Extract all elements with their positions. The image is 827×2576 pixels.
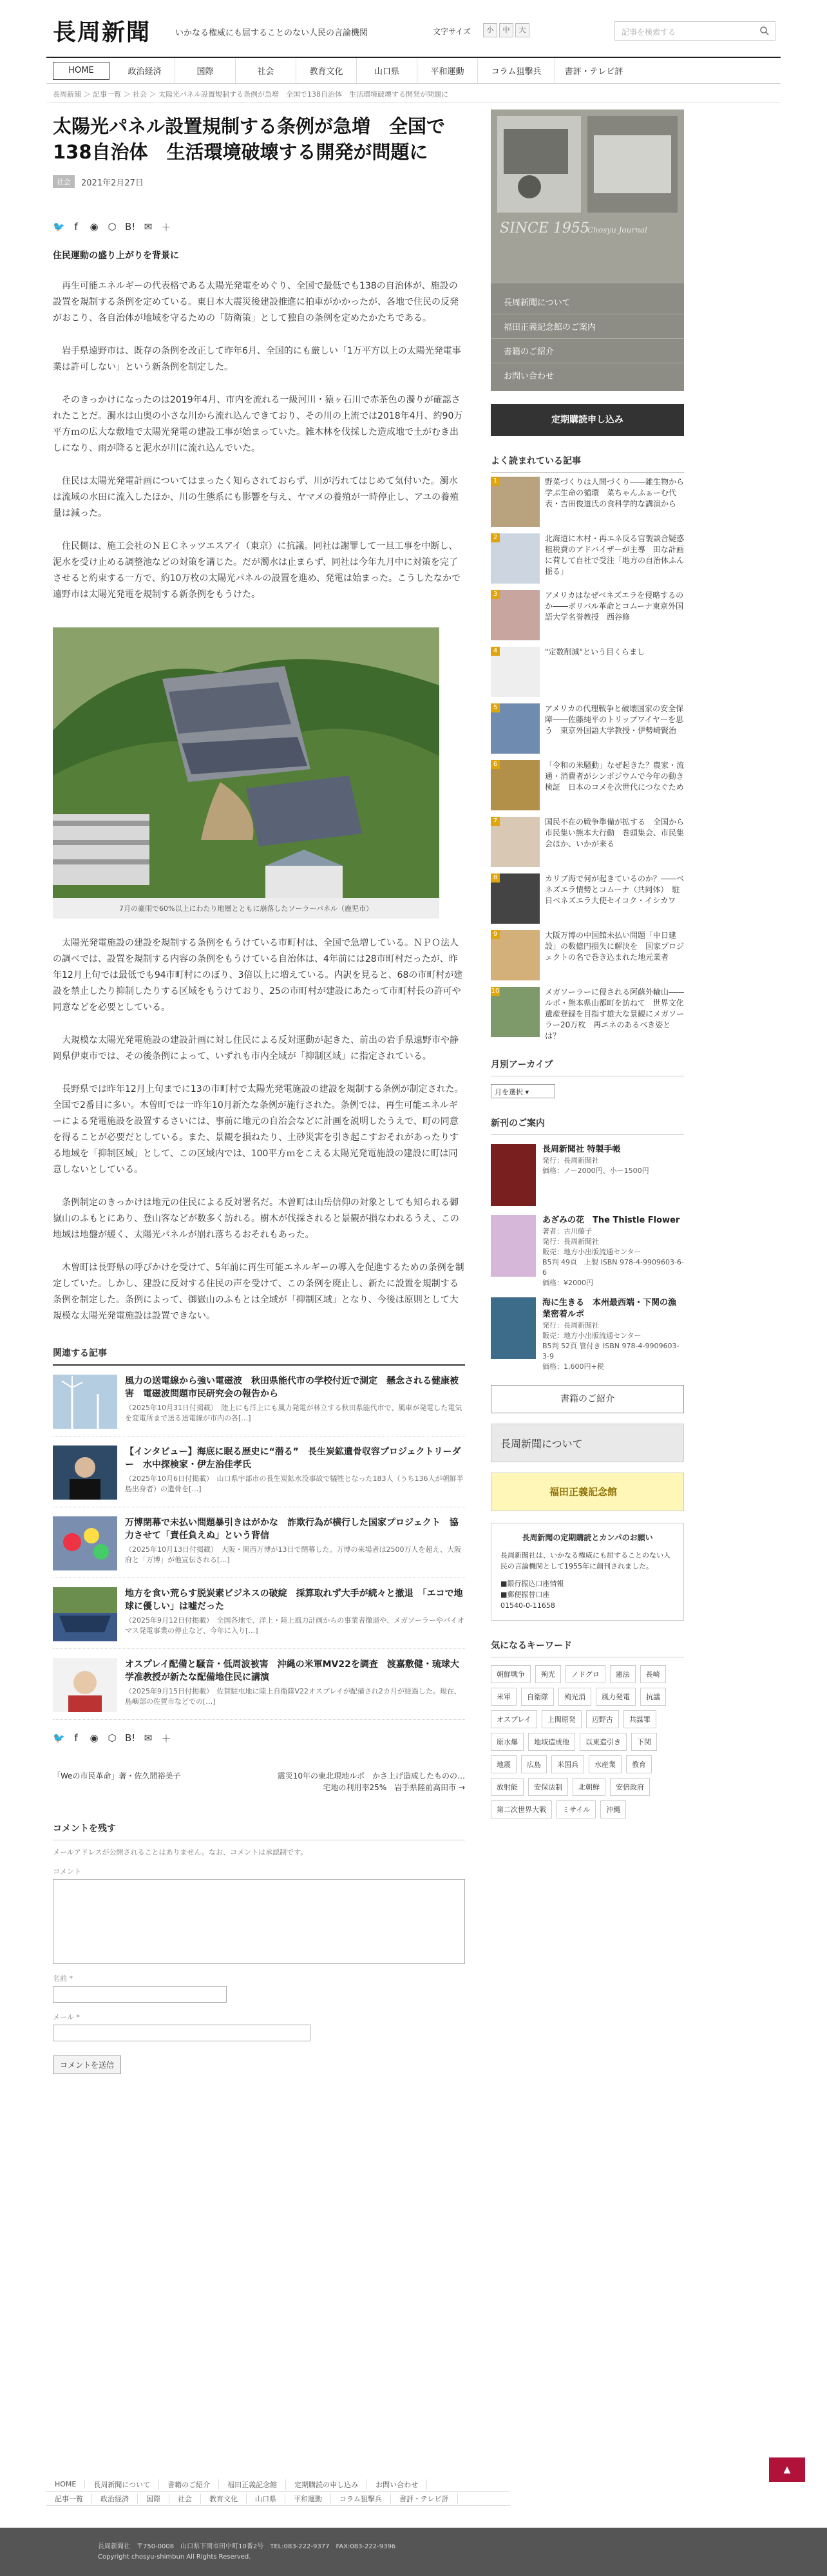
keyword-tag[interactable]: 原水爆 xyxy=(491,1733,524,1751)
article-paragraph: そのきっかけになったのは2019年4月、市内を流れる一級河川・猿ヶ石川で赤茶色の濁りが確認されたことだ。濁水は山奥の小さな川から流れ込んできており、その川の上流では2018年4月、約90万平方ｍの広大な敷地で太陽光発電の建設工事が始まっていた。雑木林を伐採した造成地で土がむき出しになり、雨が降ると泥水が川に流れ込んでいた。 xyxy=(53,395,463,453)
line-icon[interactable]: ◉ xyxy=(90,221,99,233)
keyword-tag[interactable]: 沖縄 xyxy=(600,1800,626,1818)
article-paragraph: 住民は太陽光発電計画についてはまったく知らされておらず、川が汚れてはじめて気付いた。濁水は流域の水田に流入したほか、川の生態系にも影響を与え、ヤマメの養殖が一時停止し、アユの養殖量は減った。 xyxy=(53,476,459,519)
footer-links xyxy=(46,2477,510,2506)
book-cover[interactable] xyxy=(491,1215,536,1277)
keywords-heading: 気になるキーワード xyxy=(491,1639,684,1657)
related-title[interactable]: 【インタビュー】海底に眠る歴史に“潜る” 長生炭鉱遺骨収容プロジェクトリーダー 水中探検家・伊左治佳孝氏 xyxy=(125,1447,461,1470)
ranking-title[interactable]: 北海道に木村・再エネ反る官製談合疑惑 租税費のアドバイザーが主導 田な計画に荷して自社で受注「地方の自治体ふん揺る」 xyxy=(545,534,692,576)
keyword-tag[interactable]: 放射能 xyxy=(491,1778,524,1796)
book-title[interactable]: 海に生きる 本州最西端・下関の漁業密着ルポ xyxy=(542,1298,677,1319)
ranking-number: 10 xyxy=(491,987,500,995)
keyword-tag[interactable]: 長崎 xyxy=(640,1665,666,1683)
notice-text: 長周新聞社は、いかなる権威にも屈することのない人民の言論機関として1955年に創刊されました。 xyxy=(500,1551,670,1570)
font-size-large-button[interactable]: 大 xyxy=(515,23,529,37)
keyword-tag[interactable]: 上関原発 xyxy=(542,1710,582,1728)
keyword-tag[interactable]: オスプレイ xyxy=(491,1710,537,1728)
comment-label: コメント xyxy=(53,1867,81,1876)
keyword-tag[interactable]: 米国兵 xyxy=(551,1755,584,1773)
facebook-icon[interactable]: f xyxy=(74,221,78,233)
search-placeholder: 記事を検索する xyxy=(622,28,676,37)
keyword-tag[interactable]: 憲法 xyxy=(610,1665,636,1683)
related-thumbnail[interactable] xyxy=(53,1516,117,1570)
keyword-tag[interactable]: 地域造成他 xyxy=(528,1733,575,1751)
nav-education[interactable]: 教育文化 xyxy=(296,58,357,83)
ranking-thumbnail[interactable] xyxy=(491,590,540,640)
nav-yamaguchi[interactable]: 山口県 xyxy=(357,58,417,83)
related-title[interactable]: 地方を食い荒らす脱炭素ビジネスの破綻 採算取れず大手が続々と撤退 「エコで地球に優しい」は嘘だった xyxy=(125,1589,463,1612)
hero-sub: Chosyu Journal xyxy=(587,225,647,234)
more-share-icon[interactable]: ＋ xyxy=(161,1732,171,1744)
next-post-link[interactable]: 震災10年の東北現地ルポ かさ上げ造成したものの…宅地の利用率25% 岩手県陸前高田市 → xyxy=(277,1771,465,1792)
ranking-item[interactable] xyxy=(491,533,692,586)
pocket-icon[interactable]: ⬡ xyxy=(108,221,117,233)
archive-select[interactable]: 月を選択 ▾ xyxy=(491,1084,555,1098)
name-field[interactable] xyxy=(53,1986,227,2003)
keyword-list xyxy=(491,1665,684,1818)
related-item[interactable] xyxy=(53,1587,465,1649)
facebook-icon[interactable]: f xyxy=(74,1732,78,1744)
ranking-item[interactable] xyxy=(491,987,684,1040)
related-item[interactable] xyxy=(53,1445,465,1507)
ranking-thumbnail[interactable] xyxy=(491,987,540,1037)
article-paragraph: 再生可能エネルギーの代表格である太陽光発電をめぐり、全国で最低でも138の自治体が、施設の設置を規制する条例を定めている。東日本大震災後建設推進に拍車がかかったが、各地で住民の反発がおこり、各自治体が地域を守るための「防衛策」として独自の条例を定めたかたちである。 xyxy=(53,281,459,323)
subscription-notice xyxy=(491,1523,684,1621)
comment-textarea[interactable] xyxy=(53,1879,465,1964)
museum-banner-text: 福田正義記念館 xyxy=(549,1486,618,1498)
keyword-tag[interactable]: 以東造引き xyxy=(580,1733,627,1751)
article-paragraph: 住民側は、施工会社のＮＥＣネッツエスアイ（東京）に抗議。同社は謝罪して一旦工事を中断し、泥水を受け止める調整池などの対策を講じた。だが濁水は止まらず、同社は今年九月中に対策を完了させると約束する一方で、約10万枚の太陽光パネルの設置を進め、発電は始まった。こうしたなかで遠野市は太陽光発電を規制する新条例をもうけた。 xyxy=(53,541,461,600)
footer-link[interactable]: 山口県 xyxy=(247,2494,285,2504)
ranking-number: 9 xyxy=(491,930,500,939)
ranking-title[interactable]: 「令和の米騒動」なぜ起きた？農家・流通・消費者がシンポジウムで今年の動き検証 日本のコメを次世代につなぐため xyxy=(545,761,685,792)
footer-link[interactable]: 国際 xyxy=(138,2494,169,2504)
book-info: 発行：長周新聞社 価格：ノー2000円、小ー1500円 xyxy=(542,1156,649,1175)
ranking-title[interactable]: 大阪万博の中国館未払い問題「中日建設」の数億円損失に解決を 国家プロジェクトの名で巻き込まれた地元業者 xyxy=(545,931,685,962)
back-to-top-button[interactable]: ▲ xyxy=(769,2457,805,2482)
more-share-icon[interactable]: ＋ xyxy=(161,221,171,233)
article-date: 2021年2月27日 xyxy=(81,178,144,188)
footer-copyright: Copyright chosyu-shimbun All Rights Reserved. xyxy=(98,2553,251,2561)
related-title[interactable]: オスプレイ配備と騒音・低周波被害 沖縄の米軍MV22を調査 渡嘉敷健・琉球大学准教授が新たな配備地住民に講演 xyxy=(125,1659,459,1683)
book-info: 著者：古川藤子 発行：長周新聞社 販売：地方小出版流通センター B5判 49頁 上製 ISBN 978-4-9909603-6-6 価格：¥2000円 xyxy=(542,1227,684,1287)
line-icon[interactable]: ◉ xyxy=(90,1732,99,1744)
nav-reviews[interactable]: 書評・テレビ評 xyxy=(564,67,623,77)
keyword-tag[interactable]: 水産業 xyxy=(589,1755,622,1773)
ranking-thumbnail[interactable] xyxy=(491,760,540,810)
hatena-icon[interactable]: B! xyxy=(125,221,136,233)
ranking-thumbnail[interactable] xyxy=(491,477,540,527)
hatena-icon[interactable]: B! xyxy=(125,1732,136,1744)
related-title[interactable]: 万博閉幕で未払い問題暴引きはがかな 詐欺行為が横行した国家プロジェクト 協力させて「責任負えぬ」という背信 xyxy=(125,1518,459,1541)
keyword-tag[interactable]: 教育 xyxy=(626,1755,652,1773)
ranking-thumbnail[interactable] xyxy=(491,817,540,867)
book-title[interactable]: あざみの花 The Thistle Flower xyxy=(542,1216,680,1225)
book-cover[interactable] xyxy=(491,1297,536,1359)
nav-politics[interactable]: 政治経済 xyxy=(115,58,175,83)
related-desc: （2025年10月31日付掲載） 陸上にも洋上にも風力発電が林立する秋田県能代市で、風車が発電した電気を変電所まで送る送電線が市内の各[…] xyxy=(125,1404,462,1422)
ranking-title[interactable]: アメリカの代理戦争と破壊国家の安全保障――佐藤純平のトリップワイヤーを思う 東京外国語大学教授・伊勢崎賢治 xyxy=(545,704,684,735)
footer-link[interactable]: HOME xyxy=(46,2480,85,2488)
photo-caption: 7月の豪雨で60%以上にわたり地層とともに崩落したソーラーパネル（鹿児市） xyxy=(53,898,439,919)
keyword-tag[interactable]: ミサイル xyxy=(556,1800,596,1818)
hero-text: SINCE 1955 xyxy=(500,220,589,236)
sidebar-item-contact[interactable]: お問い合わせ xyxy=(491,363,684,387)
footer-link[interactable]: 福田正義記念館 xyxy=(219,2479,286,2490)
search-input[interactable] xyxy=(614,21,775,41)
share-buttons xyxy=(53,220,465,233)
keyword-tag[interactable]: 安保法制 xyxy=(528,1778,568,1796)
ranking-title[interactable]: メガソーラーに侵される阿蘇外輪山――ルポ・熊本県山都町を訪ねて 世界文化遺産登録を目指す雄大な景観にメガソーラー20万枚 再エネのあるべき姿とは？ xyxy=(545,987,685,1040)
nav-home[interactable]: HOME xyxy=(53,62,109,80)
pocket-icon[interactable]: ⬡ xyxy=(108,1732,117,1744)
ranking-thumbnail[interactable] xyxy=(491,930,540,980)
subscribe-button[interactable]: 定期購読申し込み xyxy=(491,404,684,436)
keyword-tag[interactable]: ノドグロ xyxy=(566,1665,605,1683)
keyword-tag[interactable]: 広島 xyxy=(521,1755,547,1773)
share-buttons-bottom xyxy=(53,1732,465,1744)
keyword-tag[interactable]: 朝鮮戦争 xyxy=(491,1665,531,1683)
keyword-tag[interactable]: 安倍政府 xyxy=(610,1778,650,1796)
sidebar-hero-image xyxy=(491,110,684,283)
ranking-number: 6 xyxy=(491,760,500,769)
ranking-number: 8 xyxy=(491,873,500,883)
post-navigation xyxy=(53,1770,465,1793)
footer-link[interactable]: お問い合わせ xyxy=(367,2479,427,2490)
category-badge[interactable]: 社会 xyxy=(53,175,75,188)
keyword-tag[interactable]: 第二次世界大戦 xyxy=(491,1800,552,1818)
article-paragraph: 長野県では昨年12月上旬までに13の市町村で太陽光発電施設の建設を規制する条例が制定された。全国で2番目に多い。木曽町では一昨年10月新たな条例が施行された。条例では、再生可能エネルギーによる発電施設を設置するさいには、事前に地元の自治会などに計画を説明したうえで、町の同意を得ることが必要だとしている。また、景観を損ねたり、土砂災害を引き起こすおそれがあったりする地域を「抑制区域」として、この区域内では、100平方ｍをこえる太陽光発電施設の建設に町は同意しないとしている。 xyxy=(53,1084,464,1175)
article-lead: 住民運動の盛り上がりを背景に xyxy=(53,251,179,261)
ranking-number: 1 xyxy=(491,477,500,486)
ranking-number: 4 xyxy=(491,647,500,656)
archive-select-value: 月を選択 xyxy=(495,1088,523,1096)
ranking-thumbnail[interactable] xyxy=(491,647,540,697)
books-heading: 新刊のご案内 xyxy=(491,1116,684,1135)
font-size-small-button[interactable]: 小 xyxy=(483,23,497,37)
article-paragraph: 木曽町は長野県の呼びかけを受けて、5年前に再生可能エネルギーの導入を促進するための条例を制定していた。しかし、建設に反対する住民の声を受けて、この条例を廃止し、新たに設置を規制する条例を制定した。条例によって、御嶽山のふもとは全域が「抑制区域」となり、今後は原則として大規模な太陽光発電施設は設置できない。 xyxy=(53,1263,464,1321)
footer-link[interactable]: 書籍のご紹介 xyxy=(159,2479,219,2490)
sidebar-item-books[interactable]: 書籍のご紹介 xyxy=(491,338,684,363)
ranking-item[interactable] xyxy=(491,703,684,756)
sidebar xyxy=(491,110,692,1818)
ranking-thumbnail[interactable] xyxy=(491,703,540,754)
museum-banner[interactable] xyxy=(491,1473,684,1511)
comment-heading: コメントを残す xyxy=(53,1822,465,1840)
article-title: 太陽光パネル設置規制する条例が急増 全国で138自治体 生活環境破壊する開発が問題に xyxy=(53,115,446,163)
site-logo[interactable]: 長周新聞 xyxy=(53,19,151,46)
site-header xyxy=(46,0,781,57)
ranking-title[interactable]: "定数削減"という目くらまし xyxy=(545,647,645,656)
nav-column[interactable]: コラム狙撃兵 xyxy=(478,58,555,83)
book-title[interactable]: 長周新聞社 特製手帳 xyxy=(542,1145,621,1154)
nav-international[interactable]: 国際 xyxy=(175,58,236,83)
about-banner-text: 長周新聞について xyxy=(500,1438,583,1450)
ranking-number: 5 xyxy=(491,703,500,712)
footer-link[interactable]: 長周新聞について xyxy=(85,2479,159,2490)
ranking-thumbnail[interactable] xyxy=(491,873,540,924)
search-icon[interactable] xyxy=(759,26,770,36)
twitter-icon[interactable]: 🐦 xyxy=(53,221,65,233)
footer-link[interactable]: 政治経済 xyxy=(92,2494,138,2504)
footer-link[interactable]: 平和運動 xyxy=(285,2494,331,2504)
related-thumbnail[interactable] xyxy=(53,1445,117,1500)
book-cover[interactable] xyxy=(491,1144,536,1206)
site-footer xyxy=(0,2528,827,2576)
sidebar-item-museum[interactable]: 福田正義記念館のご案内 xyxy=(491,314,684,338)
related-desc: （2025年10月6日付掲載） 山口県宇部市の長生炭鉱水没事故で犠牲となった183人（うち136人が朝鮮半島出身者）の遺骨を[…] xyxy=(125,1474,464,1493)
notice-title: 長周新聞の定期購読とカンパのお願い xyxy=(522,1533,653,1542)
ranking-title[interactable]: カリブ海で何が起きているのか？――ベネズエラ情勢とコムーナ（共同体） 駐日ベネズエラ大使セイコク・イシカワ xyxy=(545,874,685,905)
footer-link[interactable]: 社会 xyxy=(169,2494,201,2504)
article-paragraph: 岩手県遠野市は、既存の条例を改正して昨年6月、全国的にも厳しい「1万平方以上の太陽光発電事業は許可しない」という新条例を制定した。 xyxy=(53,346,461,372)
footer-address: 長周新聞社 〒750-0008 山口県下関市田中町10番2号 TEL:083-222-9377 FAX:083-222-9396 xyxy=(98,2543,396,2550)
nav-peace[interactable]: 平和運動 xyxy=(417,58,478,83)
ranking-title[interactable]: 野菜づくりは人間づくり――雑生物から学ぶ生命の循環 菜ちゃんふぁーむ代表・吉田俊道氏の食科学的な講演から xyxy=(545,477,685,508)
keyword-tag[interactable]: 共謀罪 xyxy=(623,1710,656,1728)
font-size-medium-button[interactable]: 中 xyxy=(499,23,513,37)
ranking-item[interactable] xyxy=(491,647,684,700)
sidebar-item-about[interactable]: 長周新聞について xyxy=(504,298,571,308)
ranking-item[interactable] xyxy=(491,930,684,983)
ranking-number: 3 xyxy=(491,590,500,599)
related-desc: （2025年10月13日付掲載） 大阪・関西万博が13日で閉幕した。万博の来場者は2500万人を超え、大阪府と「万博」が他宣伝される[…] xyxy=(125,1545,462,1564)
ranking-item[interactable] xyxy=(491,760,684,813)
related-heading: 関連する記事 xyxy=(53,1346,465,1366)
keyword-tag[interactable]: 地震 xyxy=(491,1755,517,1773)
related-item[interactable] xyxy=(53,1516,465,1578)
article-main xyxy=(53,110,465,2074)
footer-link[interactable]: 定期購読の申し込み xyxy=(286,2479,367,2490)
breadcrumb[interactable]: 長周新聞 ＞ 記事一覧 ＞ 社会 ＞ 太陽光パネル設置規制する条例が急増 全国で138自治体 生活環境破壊する開発が問題に xyxy=(46,84,781,103)
keyword-tag[interactable]: 風力発電 xyxy=(596,1688,636,1706)
prev-post-link[interactable]: 「Weの市民革命」著・佐久間裕美子 xyxy=(53,1771,181,1780)
book-item[interactable] xyxy=(491,1297,684,1372)
related-item[interactable] xyxy=(53,1375,465,1436)
notice-bank: ■銀行振込口座情報 ■郵便振替口座 01540-0-11658 xyxy=(500,1579,564,1610)
keyword-tag[interactable]: 抗議 xyxy=(640,1688,666,1706)
keyword-tag[interactable]: 殉光消 xyxy=(558,1688,591,1706)
global-nav xyxy=(46,57,781,84)
related-thumbnail[interactable] xyxy=(53,1658,117,1712)
popular-heading: よく読まれている記事 xyxy=(491,454,684,473)
comment-submit-button[interactable]: コメントを送信 xyxy=(53,2056,121,2074)
archive-heading: 月別アーカイブ xyxy=(491,1058,684,1076)
name-label: 名前 * xyxy=(53,1974,73,1983)
ranking-number: 7 xyxy=(491,817,500,826)
ranking-thumbnail[interactable] xyxy=(491,533,540,584)
footer-link[interactable]: 記事一覧 xyxy=(46,2494,92,2504)
mail-icon[interactable]: ✉ xyxy=(144,1732,153,1744)
about-banner[interactable] xyxy=(491,1424,684,1462)
footer-link[interactable]: コラム狙撃兵 xyxy=(331,2494,391,2504)
related-desc: （2025年9月12日付掲載） 全国各地で、洋上・陸上風力計画からの事業者撤退や、メガソーラーやバイオマス発電事業の停止など、今年に入り[…] xyxy=(125,1616,464,1635)
book-item[interactable] xyxy=(491,1215,684,1288)
ranking-number: 2 xyxy=(491,533,500,542)
ranking-item[interactable] xyxy=(491,590,684,643)
ranking-item[interactable] xyxy=(491,817,684,870)
twitter-icon[interactable]: 🐦 xyxy=(53,1732,65,1744)
footer-link[interactable]: 書評・テレビ評 xyxy=(391,2494,458,2504)
font-size-label: 文字サイズ xyxy=(433,27,471,36)
books-button[interactable]: 書籍のご紹介 xyxy=(491,1385,684,1413)
related-desc: （2025年9月15日付掲載） 佐賀駐屯地に陸上自衛隊V22オスプレイが配備され2カ月が経過した。現在、島嶼部の佐賀市などでの[…] xyxy=(125,1687,461,1706)
article-photo xyxy=(53,627,439,898)
related-thumbnail[interactable] xyxy=(53,1375,117,1429)
keyword-tag[interactable]: 米軍 xyxy=(491,1688,517,1706)
nav-society[interactable]: 社会 xyxy=(236,58,296,83)
article-paragraph: 太陽光発電施設の建設を規制する条例をもうけている市町村は、全国で急増している。ＮＰＯ法人の調べでは、設置を規制する内容の条例をもうけている自治体は、4年前には28市町村だったが、昨年12月上旬では最低でも94市町村にのぼり、3倍以上に増えている。内訳を見ると、68の市町村が建設を禁止したり抑制したりする区域をもうけており、25の市町村が建設にあたって市町村長の許可や同意などを必要としている。 xyxy=(53,938,463,1013)
ranking-title[interactable]: 国民不在の戦争準備が拡する 全国から市民集い熊本大行動 巻頭集会、市民集会ほか、いかが来る xyxy=(545,817,685,848)
ranking-item[interactable] xyxy=(491,477,684,530)
keyword-tag[interactable]: 自衛隊 xyxy=(521,1688,554,1706)
article-paragraph: 大規模な太陽光発電施設の建設計画に対し住民による反対運動が起きた、前出の岩手県遠野市や静岡県伊東市では、その後条例によって、いずれも市内全域が「抑制区域」に指定されている。 xyxy=(53,1035,459,1062)
related-thumbnail[interactable] xyxy=(53,1587,117,1641)
comment-note: メールアドレスが公開されることはありません。なお、コメントは承認制です。 xyxy=(53,1848,308,1856)
keyword-tag[interactable]: 下関 xyxy=(631,1733,657,1751)
related-title[interactable]: 風力の送電線から強い電磁波 秋田県能代市の学校付近で測定 懸念される健康被害 電磁波問題市民研究会の報告から xyxy=(125,1376,459,1399)
article-paragraph: 条例制定のきっかけは地元の住民による反対署名だ。木曽町は山岳信仰の対象としても知られる御嶽山のふもとにあり、登山客などが数多く訪れる。樹木が伐採されると景観が損なわれるうえ、この地域は地盤が緩く、太陽光パネルが崩れ落ちるおそれもあった。 xyxy=(53,1197,459,1240)
email-label: メール * xyxy=(53,2013,80,2021)
ranking-title[interactable]: アメリカはなぜベネズエラを侵略するのか――ボリバル革命とコムーナ東京外国語大学名誉教授 西谷修 xyxy=(545,591,684,622)
site-tagline: いかなる権威にも屈することのない人民の言論機関 xyxy=(175,28,368,38)
email-field[interactable] xyxy=(53,2025,310,2041)
book-item[interactable] xyxy=(491,1144,684,1206)
mail-icon[interactable]: ✉ xyxy=(144,221,153,233)
sidebar-menu xyxy=(491,283,684,391)
keyword-tag[interactable]: 辺野古 xyxy=(586,1710,619,1728)
footer-link[interactable]: 教育文化 xyxy=(201,2494,247,2504)
ranking-item[interactable] xyxy=(491,873,684,926)
book-info: 発行：長周新聞社 販売：地方小出版流通センター B5判 52頁 管付き ISBN 978-4-9909603-3-9 価格：1,600円+税 xyxy=(542,1321,680,1371)
related-item[interactable] xyxy=(53,1658,465,1720)
keyword-tag[interactable]: 北朝鮮 xyxy=(573,1778,605,1796)
keyword-tag[interactable]: 殉光 xyxy=(535,1665,561,1683)
